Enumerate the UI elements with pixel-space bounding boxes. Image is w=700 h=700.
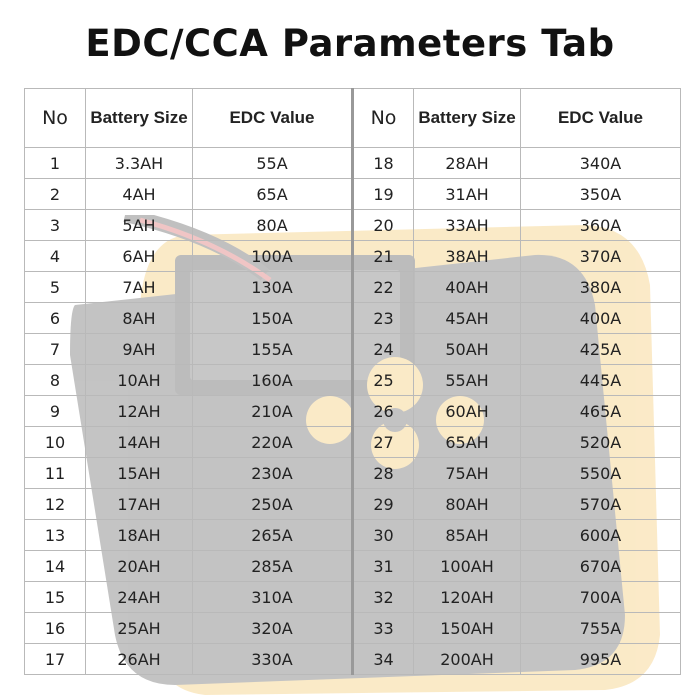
row-number: 2 xyxy=(25,179,86,210)
edc-value-cell: 80A xyxy=(193,210,353,241)
row-number: 7 xyxy=(25,334,86,365)
battery-size-cell: 31AH xyxy=(414,179,521,210)
battery-size-cell: 38AH xyxy=(414,241,521,272)
battery-size-cell: 5AH xyxy=(86,210,193,241)
row-number: 8 xyxy=(25,365,86,396)
battery-size-cell: 33AH xyxy=(414,210,521,241)
edc-value-cell: 465A xyxy=(521,396,681,427)
table-header-row xyxy=(25,89,681,148)
row-number: 15 xyxy=(25,582,86,613)
row-number: 11 xyxy=(25,458,86,489)
edc-value-cell: 425A xyxy=(521,334,681,365)
row-number: 16 xyxy=(25,613,86,644)
row-number: 1 xyxy=(25,148,86,179)
battery-size-cell: 25AH xyxy=(86,613,193,644)
battery-size-cell: 120AH xyxy=(414,582,521,613)
battery-size-cell: 55AH xyxy=(414,365,521,396)
edc-value-cell: 160A xyxy=(193,365,353,396)
row-number: 27 xyxy=(353,427,414,458)
edc-value-cell: 445A xyxy=(521,365,681,396)
edc-value-cell: 55A xyxy=(193,148,353,179)
edc-value-cell: 350A xyxy=(521,179,681,210)
edc-value-cell: 700A xyxy=(521,582,681,613)
table-row xyxy=(25,582,681,613)
edc-value-cell: 230A xyxy=(193,458,353,489)
row-number: 18 xyxy=(353,148,414,179)
row-number: 22 xyxy=(353,272,414,303)
row-number: 29 xyxy=(353,489,414,520)
edc-value-cell: 340A xyxy=(521,148,681,179)
battery-size-cell: 150AH xyxy=(414,613,521,644)
edc-value-cell: 220A xyxy=(193,427,353,458)
table-row xyxy=(25,241,681,272)
row-number: 23 xyxy=(353,303,414,334)
battery-size-cell: 18AH xyxy=(86,520,193,551)
row-number: 9 xyxy=(25,396,86,427)
edc-value-cell: 310A xyxy=(193,582,353,613)
row-number: 19 xyxy=(353,179,414,210)
table-row xyxy=(25,179,681,210)
table-row xyxy=(25,551,681,582)
row-number: 13 xyxy=(25,520,86,551)
battery-size-cell: 4AH xyxy=(86,179,193,210)
edc-value-cell: 250A xyxy=(193,489,353,520)
table-row xyxy=(25,303,681,334)
header-no: No xyxy=(25,89,86,148)
battery-size-cell: 8AH xyxy=(86,303,193,334)
edc-value-cell: 755A xyxy=(521,613,681,644)
battery-size-cell: 28AH xyxy=(414,148,521,179)
table-row xyxy=(25,396,681,427)
table-row xyxy=(25,272,681,303)
battery-size-cell: 14AH xyxy=(86,427,193,458)
header-edc-value: EDC Value xyxy=(521,89,681,148)
edc-value-cell: 380A xyxy=(521,272,681,303)
table-row xyxy=(25,148,681,179)
header-battery-size: Battery Size xyxy=(414,89,521,148)
row-number: 26 xyxy=(353,396,414,427)
row-number: 25 xyxy=(353,365,414,396)
battery-size-cell: 50AH xyxy=(414,334,521,365)
battery-size-cell: 7AH xyxy=(86,272,193,303)
edc-parameters-table xyxy=(24,88,681,675)
table-row xyxy=(25,427,681,458)
table-row xyxy=(25,210,681,241)
row-number: 5 xyxy=(25,272,86,303)
row-number: 32 xyxy=(353,582,414,613)
edc-value-cell: 320A xyxy=(193,613,353,644)
battery-size-cell: 9AH xyxy=(86,334,193,365)
table-row xyxy=(25,520,681,551)
table-row xyxy=(25,458,681,489)
battery-size-cell: 6AH xyxy=(86,241,193,272)
battery-size-cell: 17AH xyxy=(86,489,193,520)
table-row xyxy=(25,644,681,675)
battery-size-cell: 15AH xyxy=(86,458,193,489)
row-number: 28 xyxy=(353,458,414,489)
row-number: 17 xyxy=(25,644,86,675)
battery-size-cell: 10AH xyxy=(86,365,193,396)
table-row xyxy=(25,334,681,365)
battery-size-cell: 100AH xyxy=(414,551,521,582)
row-number: 4 xyxy=(25,241,86,272)
battery-size-cell: 65AH xyxy=(414,427,521,458)
edc-value-cell: 520A xyxy=(521,427,681,458)
header-battery-size: Battery Size xyxy=(86,89,193,148)
battery-size-cell: 26AH xyxy=(86,644,193,675)
edc-value-cell: 670A xyxy=(521,551,681,582)
row-number: 34 xyxy=(353,644,414,675)
page-title: EDC/CCA Parameters Tab xyxy=(85,22,615,65)
edc-value-cell: 550A xyxy=(521,458,681,489)
edc-value-cell: 600A xyxy=(521,520,681,551)
header-edc-value: EDC Value xyxy=(193,89,353,148)
row-number: 31 xyxy=(353,551,414,582)
row-number: 21 xyxy=(353,241,414,272)
row-number: 20 xyxy=(353,210,414,241)
battery-size-cell: 200AH xyxy=(414,644,521,675)
row-number: 3 xyxy=(25,210,86,241)
row-number: 24 xyxy=(353,334,414,365)
row-number: 10 xyxy=(25,427,86,458)
edc-value-cell: 265A xyxy=(193,520,353,551)
edc-value-cell: 210A xyxy=(193,396,353,427)
edc-value-cell: 155A xyxy=(193,334,353,365)
table-row xyxy=(25,489,681,520)
header-no: No xyxy=(353,89,414,148)
battery-size-cell: 24AH xyxy=(86,582,193,613)
battery-size-cell: 60AH xyxy=(414,396,521,427)
row-number: 33 xyxy=(353,613,414,644)
battery-size-cell: 45AH xyxy=(414,303,521,334)
battery-size-cell: 3.3AH xyxy=(86,148,193,179)
battery-size-cell: 80AH xyxy=(414,489,521,520)
edc-value-cell: 400A xyxy=(521,303,681,334)
edc-value-cell: 150A xyxy=(193,303,353,334)
edc-value-cell: 330A xyxy=(193,644,353,675)
edc-value-cell: 285A xyxy=(193,551,353,582)
edc-value-cell: 360A xyxy=(521,210,681,241)
edc-value-cell: 65A xyxy=(193,179,353,210)
edc-value-cell: 995A xyxy=(521,644,681,675)
battery-size-cell: 40AH xyxy=(414,272,521,303)
battery-size-cell: 12AH xyxy=(86,396,193,427)
row-number: 30 xyxy=(353,520,414,551)
row-number: 12 xyxy=(25,489,86,520)
battery-size-cell: 75AH xyxy=(414,458,521,489)
edc-value-cell: 130A xyxy=(193,272,353,303)
row-number: 14 xyxy=(25,551,86,582)
row-number: 6 xyxy=(25,303,86,334)
edc-value-cell: 570A xyxy=(521,489,681,520)
battery-size-cell: 85AH xyxy=(414,520,521,551)
edc-value-cell: 100A xyxy=(193,241,353,272)
edc-value-cell: 370A xyxy=(521,241,681,272)
table-row xyxy=(25,365,681,396)
table-row xyxy=(25,613,681,644)
battery-size-cell: 20AH xyxy=(86,551,193,582)
